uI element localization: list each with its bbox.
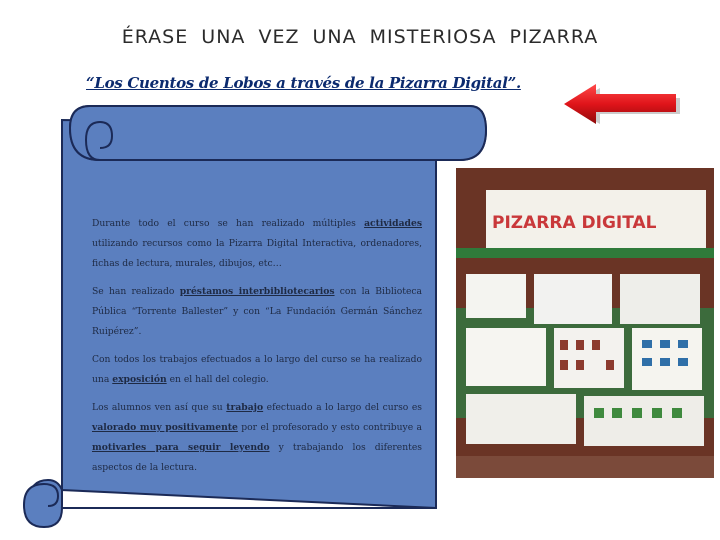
paragraph-motivation: Los alumnos ven así que su trabajo efectuado a lo largo del curso es valorado muy positivamente por el profesorado y esto contribuye a motivarles para seguir leyendo y trabajando los diferentes aspectos de la lectura. — [92, 402, 422, 473]
paragraph-loans: Se han realizado préstamos interbibliotecarios con la Biblioteca Pública “Torrente Ballester” y con “La Fundación Germán Sánchez Ruipérez”. — [92, 286, 422, 337]
slide-subtitle: “Los Cuentos de Lobos a través de la Pizarra Digital”. — [86, 74, 521, 92]
exhibition-photo-drawing — [456, 168, 714, 478]
paragraph-activities: Durante todo el curso se han realizado múltiples actividades utilizando recursos como la Pizarra Digital Interactiva, ordenadores, fichas de lectura, murales, dibujos, etc… — [92, 218, 422, 269]
scroll-content — [92, 214, 422, 486]
photo-banner-left: PIZARRA DIGITAL — [492, 213, 657, 233]
slide-title: ÉRASE UNA VEZ UNA MISTERIOSA PIZARRA — [121, 26, 599, 48]
paragraph-exhibition: Con todos los trabajos efectuados a lo largo del curso se ha realizado una exposición en el hall del colegio. — [92, 354, 422, 385]
exhibition-photo — [456, 168, 714, 478]
